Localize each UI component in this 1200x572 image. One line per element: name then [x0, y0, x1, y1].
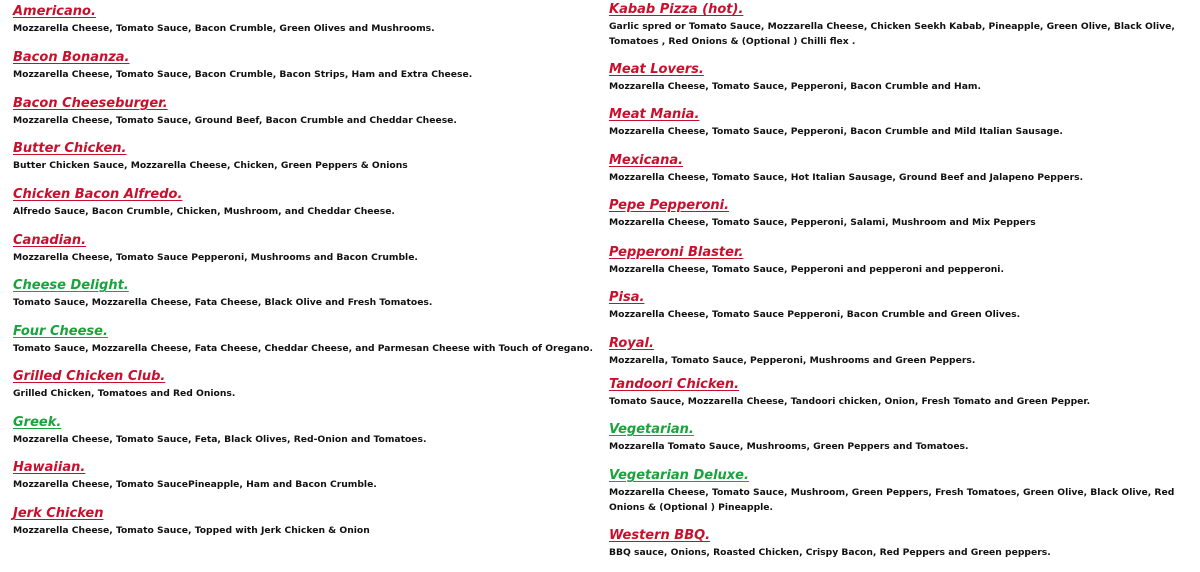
pizza-name: Vegetarian.: [609, 422, 694, 437]
pizza-name: Cheese Delight.: [13, 278, 129, 293]
menu-item: [13, 506, 603, 538]
menu-item: [13, 324, 603, 356]
pizza-ingredients: BBQ sauce, Onions, Roasted Chicken, Crispy Bacon, Red Peppers and Green peppers.: [609, 547, 1051, 558]
menu-item: [13, 278, 603, 310]
pizza-ingredients: Mozzarella Cheese, Tomato Sauce, Pepperoni and pepperoni and pepperoni.: [609, 264, 1004, 275]
menu-item: [609, 198, 1194, 230]
pizza-ingredients: Mozzarella Cheese, Tomato Sauce, Bacon Crumble, Bacon Strips, Ham and Extra Cheese.: [13, 69, 473, 80]
menu-item: [609, 336, 1194, 368]
pizza-name: Pisa.: [609, 290, 645, 305]
pizza-name: Hawaiian.: [13, 460, 86, 475]
menu-item: [609, 2, 1194, 49]
pizza-ingredients: Grilled Chicken, Tomatoes and Red Onions.: [13, 388, 236, 399]
menu-item: [13, 4, 603, 36]
pizza-ingredients: Mozzarella, Tomato Sauce, Pepperoni, Mushrooms and Green Peppers.: [609, 355, 976, 366]
pizza-name: Tandoori Chicken.: [609, 377, 740, 392]
menu-item: [13, 187, 603, 219]
pizza-name: Meat Lovers.: [609, 62, 704, 77]
menu-item: [609, 153, 1194, 185]
pizza-name: Bacon Cheeseburger.: [13, 96, 168, 111]
pizza-ingredients: Mozzarella Cheese, Tomato Sauce, Bacon Crumble, Green Olives and Mushrooms.: [13, 23, 435, 34]
pizza-ingredients: Mozzarella Cheese, Tomato Sauce, Pepperoni, Bacon Crumble and Mild Italian Sausage.: [609, 126, 1063, 137]
pizza-ingredients: Mozzarella Cheese, Tomato Sauce, Ground Beef, Bacon Crumble and Cheddar Cheese.: [13, 115, 457, 126]
pizza-name: Vegetarian Deluxe.: [609, 468, 749, 483]
pizza-name: Butter Chicken.: [13, 141, 127, 156]
pizza-name: Kabab Pizza (hot).: [609, 2, 744, 17]
menu-item: [609, 245, 1194, 277]
menu-item: [609, 468, 1194, 515]
menu-item: [13, 141, 603, 173]
pizza-name: Jerk Chicken: [13, 506, 104, 521]
pizza-name: Pepperoni Blaster.: [609, 245, 744, 260]
pizza-ingredients: Alfredo Sauce, Bacon Crumble, Chicken, Mushroom, and Cheddar Cheese.: [13, 206, 395, 217]
menu-item: [13, 233, 603, 265]
menu-item: [13, 415, 603, 447]
menu-item: [609, 290, 1194, 322]
menu-item: [609, 422, 1194, 454]
pizza-name: Western BBQ.: [609, 528, 711, 543]
pizza-ingredients: Tomato Sauce, Mozzarella Cheese, Fata Cheese, Cheddar Cheese, and Parmesan Cheese with Touch of Oregano.: [13, 343, 593, 354]
menu-item: [13, 96, 603, 128]
pizza-ingredients: Mozzarella Cheese, Tomato Sauce, Pepperoni, Bacon Crumble and Ham.: [609, 81, 981, 92]
pizza-name: Bacon Bonanza.: [13, 50, 130, 65]
pizza-ingredients: Mozzarella Cheese, Tomato Sauce, Pepperoni, Salami, Mushroom and Mix Peppers: [609, 217, 1036, 228]
pizza-name: Meat Mania.: [609, 107, 700, 122]
pizza-name: Mexicana.: [609, 153, 684, 168]
menu-item: [609, 528, 1194, 560]
pizza-name: Greek.: [13, 415, 62, 430]
pizza-ingredients: Butter Chicken Sauce, Mozzarella Cheese, Chicken, Green Peppers & Onions: [13, 160, 408, 171]
pizza-ingredients: Mozzarella Cheese, Tomato Sauce Pepperoni, Mushrooms and Bacon Crumble.: [13, 252, 418, 263]
menu-item: [13, 50, 603, 82]
pizza-ingredients: Mozzarella Cheese, Tomato Sauce, Feta, Black Olives, Red-Onion and Tomatoes.: [13, 434, 427, 445]
pizza-name: Chicken Bacon Alfredo.: [13, 187, 183, 202]
pizza-ingredients: Mozzarella Cheese, Tomato SaucePineapple, Ham and Bacon Crumble.: [13, 479, 377, 490]
pizza-name: Grilled Chicken Club.: [13, 369, 166, 384]
pizza-name: Royal.: [609, 336, 654, 351]
pizza-name: Canadian.: [13, 233, 87, 248]
pizza-name: Pepe Pepperoni.: [609, 198, 730, 213]
menu-item: [13, 369, 603, 401]
menu-item: [609, 107, 1194, 139]
pizza-ingredients: Mozzarella Cheese, Tomato Sauce, Hot Italian Sausage, Ground Beef and Jalapeno Peppers.: [609, 172, 1084, 183]
pizza-ingredients: Mozzarella Cheese, Tomato Sauce, Topped with Jerk Chicken & Onion: [13, 525, 370, 536]
menu-item: [13, 460, 603, 492]
pizza-name: Four Cheese.: [13, 324, 108, 339]
menu-item: [609, 62, 1194, 94]
pizza-ingredients: Tomato Sauce, Mozzarella Cheese, Fata Cheese, Black Olive and Fresh Tomatoes.: [13, 297, 433, 308]
pizza-ingredients: Mozzarella Tomato Sauce, Mushrooms, Green Peppers and Tomatoes.: [609, 441, 969, 452]
pizza-ingredients: Tomato Sauce, Mozzarella Cheese, Tandoori chicken, Onion, Fresh Tomato and Green Pepper.: [609, 396, 1091, 407]
pizza-ingredients: Mozzarella Cheese, Tomato Sauce, Mushroom, Green Peppers, Fresh Tomatoes, Green Olive, Black Olive, Red Onions & (Optional ) Pineapple.: [609, 487, 1175, 513]
pizza-ingredients: Mozzarella Cheese, Tomato Sauce Pepperoni, Bacon Crumble and Green Olives.: [609, 309, 1021, 320]
pizza-name: Americano.: [13, 4, 96, 19]
menu-item: [609, 377, 1194, 409]
pizza-ingredients: Garlic spred or Tomato Sauce, Mozzarella Cheese, Chicken Seekh Kabab, Pineapple, Green Olive, Black Olive, Tomatoes , Red Onions & (Optional ) Chilli flex .: [609, 21, 1175, 47]
